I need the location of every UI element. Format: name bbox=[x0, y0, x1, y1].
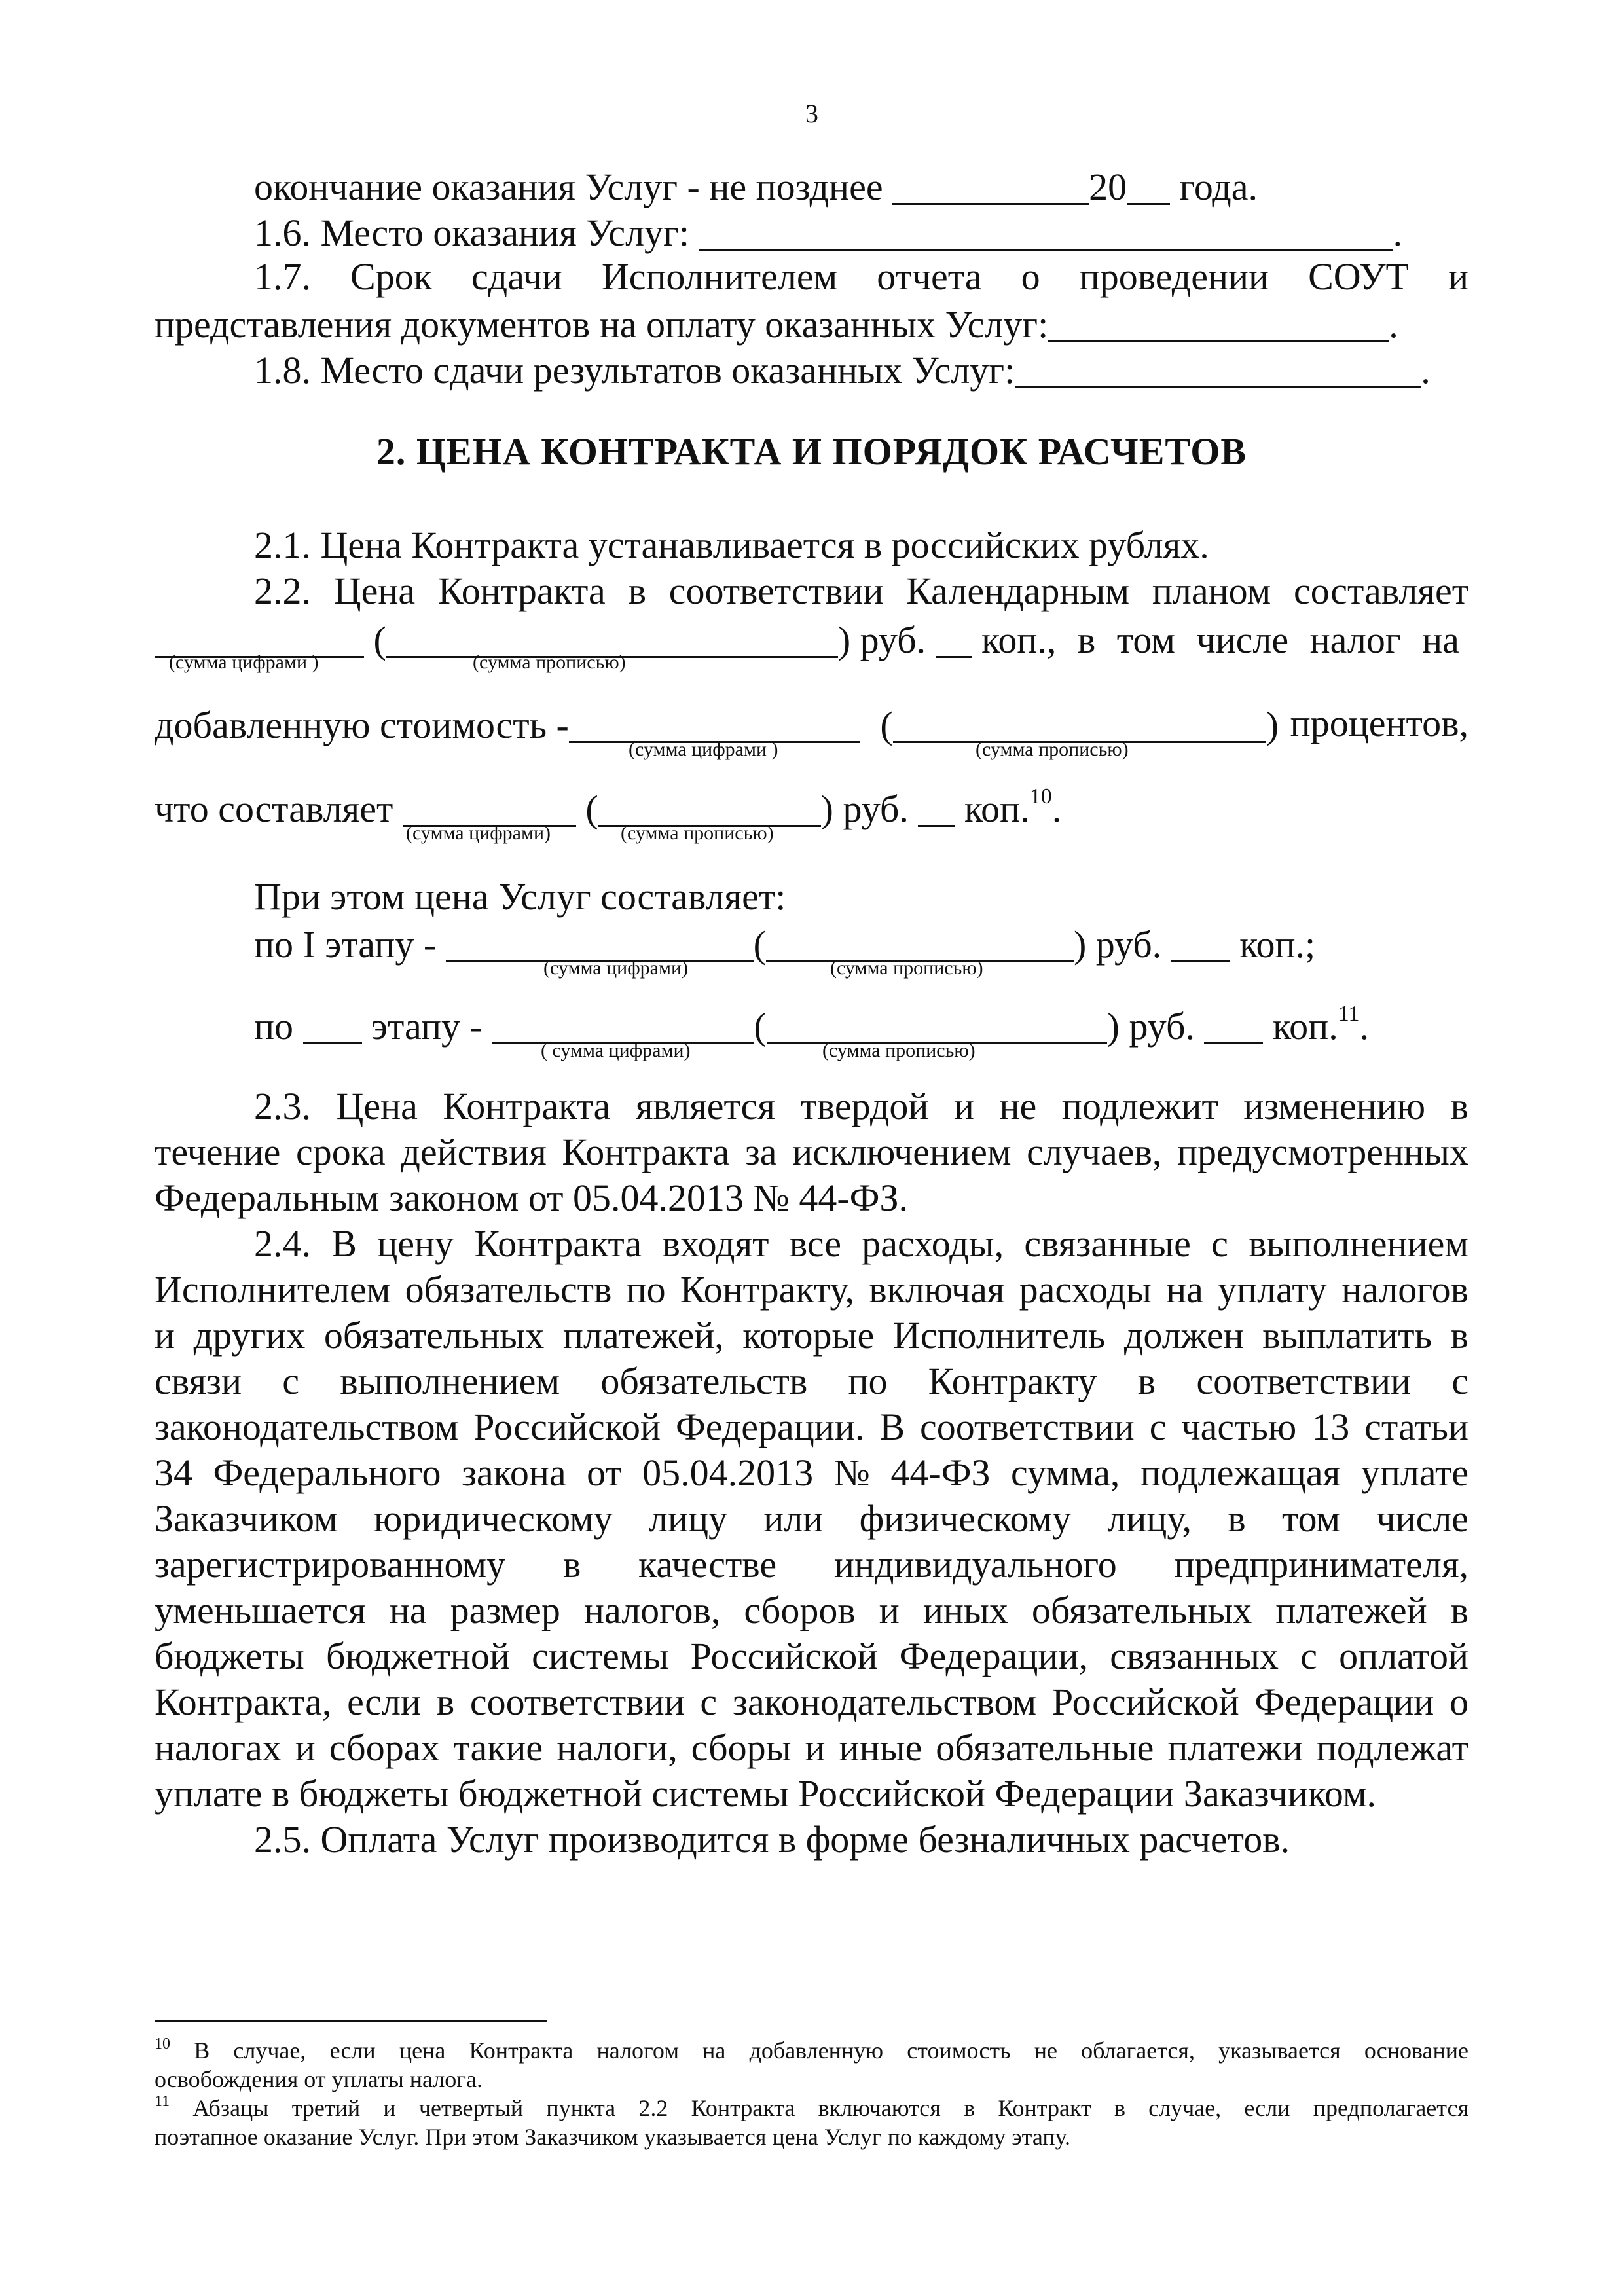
clause-2-1: 2.1. Цена Контракта устанавливается в российских рублях. bbox=[254, 524, 1209, 566]
word: индивидуального bbox=[833, 1543, 1117, 1586]
amount-kop: коп. bbox=[964, 788, 1030, 830]
stage-n-digits-blank bbox=[492, 1007, 754, 1044]
word: по bbox=[626, 1268, 666, 1311]
word: Исполнитель bbox=[892, 1314, 1106, 1357]
word: Контракта bbox=[437, 570, 606, 612]
clause-2-4-line bbox=[155, 1679, 1468, 1725]
amount-rub: ) руб. bbox=[820, 788, 909, 830]
word: цену bbox=[377, 1222, 454, 1265]
word: Цена bbox=[333, 570, 416, 612]
clause-2-4-line bbox=[155, 1267, 1468, 1313]
clause-2-3-line1 bbox=[254, 1084, 1468, 1129]
year-prefix: 20 bbox=[1089, 166, 1127, 208]
word: является bbox=[635, 1085, 775, 1127]
caption-stagen-digits: ( сумма цифрами) bbox=[541, 1040, 691, 1061]
word: том bbox=[1281, 1497, 1341, 1540]
caption-sum-digits: (сумма цифрами ) bbox=[169, 651, 319, 673]
word: сборов bbox=[744, 1589, 856, 1631]
clause-1-8-end: . bbox=[1421, 349, 1431, 392]
word: соответствии bbox=[920, 1406, 1135, 1448]
word: СОУТ bbox=[1308, 255, 1409, 298]
word: сумма, bbox=[1010, 1451, 1120, 1494]
which-is-label: что составляет bbox=[155, 788, 393, 830]
word: Контракта bbox=[562, 1131, 730, 1173]
word: и bbox=[1448, 255, 1469, 298]
word: если bbox=[347, 1681, 422, 1723]
caption-amount-digits: (сумма цифрами) bbox=[406, 822, 551, 844]
amount-end: . bbox=[1051, 788, 1062, 830]
word: оплатой bbox=[1339, 1635, 1469, 1677]
word: размер bbox=[450, 1589, 560, 1631]
vat-kop-blank bbox=[918, 790, 955, 827]
word: сдачи bbox=[471, 255, 562, 298]
word: в bbox=[1450, 1314, 1469, 1357]
vat-amount-line bbox=[155, 784, 1061, 832]
vat-label: добавленную стоимость - bbox=[155, 704, 569, 746]
kop-tail: коп., в том числе налог на bbox=[981, 619, 1459, 661]
stage-n-words-blank bbox=[767, 1007, 1107, 1044]
vat-words-blank bbox=[893, 706, 1266, 743]
caption-stagen-words: (сумма прописью) bbox=[822, 1040, 976, 1061]
word: иные bbox=[839, 1726, 922, 1769]
word: уплату bbox=[1218, 1268, 1327, 1311]
stage-number-blank bbox=[303, 1007, 362, 1044]
word: Федерального bbox=[213, 1451, 441, 1494]
word: отчета bbox=[877, 255, 982, 298]
word: на bbox=[389, 1589, 427, 1631]
word: предусмотренных bbox=[1176, 1131, 1468, 1173]
word: с bbox=[1149, 1406, 1167, 1448]
word: в bbox=[562, 1543, 581, 1586]
word: Контракта bbox=[474, 1222, 642, 1265]
clause-1-6-end: . bbox=[1393, 211, 1402, 254]
word: связанных bbox=[1110, 1635, 1279, 1677]
clause-2-4-last-line: уплате в бюджеты бюджетной системы Российской Федерации Заказчиком. bbox=[155, 1772, 1377, 1815]
word: налогов bbox=[1341, 1268, 1469, 1311]
stage-1-kop: коп.; bbox=[1239, 923, 1316, 966]
word: случаев, bbox=[1027, 1131, 1162, 1173]
word: числе bbox=[1376, 1497, 1469, 1540]
caption-stage1-words: (сумма прописью) bbox=[830, 957, 983, 979]
vat-digits-blank bbox=[569, 706, 860, 743]
footnote-11-number: 11 bbox=[155, 2093, 170, 2110]
word: соответствии bbox=[1196, 1360, 1412, 1402]
clause-1-6 bbox=[254, 208, 1402, 256]
word: В bbox=[331, 1222, 357, 1265]
clause-2-5: 2.5. Оплата Услуг производится в форме безналичных расчетов. bbox=[254, 1818, 1290, 1861]
clause-1-7-text: представления документов на оплату оказанных Услуг: bbox=[155, 303, 1049, 346]
word: такие bbox=[453, 1726, 543, 1769]
clause-2-4-line bbox=[155, 1588, 1468, 1633]
word: Российской bbox=[690, 1635, 878, 1677]
word: Контракту bbox=[928, 1360, 1097, 1402]
word: законодательством bbox=[732, 1681, 1037, 1723]
footnote-ref-11: 11 bbox=[1338, 1001, 1360, 1026]
clause-1-7-line2 bbox=[155, 300, 1398, 348]
stage-1-line bbox=[254, 920, 1315, 968]
clause-2-4-line bbox=[155, 1725, 1468, 1771]
word: 13 bbox=[1311, 1406, 1350, 1448]
stage-1-open-paren: ( bbox=[753, 923, 766, 966]
stage-n-pre: по bbox=[254, 1005, 294, 1048]
word: 2.2. bbox=[254, 570, 311, 612]
footnote-separator bbox=[155, 2020, 547, 2022]
clause-2-4-line bbox=[254, 1221, 1468, 1267]
word: 1.7. bbox=[254, 255, 311, 298]
clause-2-4-line bbox=[155, 1313, 1468, 1358]
word: налогов, bbox=[583, 1589, 721, 1631]
word: обязательных bbox=[323, 1314, 545, 1357]
report-term-blank bbox=[1048, 305, 1389, 342]
word: от bbox=[587, 1451, 622, 1494]
section-2-heading: 2. ЦЕНА КОНТРАКТА И ПОРЯДОК РАСЧЕТОВ bbox=[376, 430, 1247, 473]
page-number: 3 bbox=[805, 99, 818, 128]
vat-amount-words-blank bbox=[598, 790, 821, 827]
word: Федерации. bbox=[675, 1406, 865, 1448]
word: подлежащая bbox=[1140, 1451, 1341, 1494]
word: течение bbox=[155, 1131, 281, 1173]
vat-close-paren: ) bbox=[1266, 704, 1279, 746]
stage-1-label: по I этапу - bbox=[254, 923, 437, 966]
clause-2-3-line2 bbox=[155, 1129, 1468, 1175]
word: № bbox=[833, 1451, 870, 1494]
word: обязательств bbox=[405, 1268, 612, 1311]
word: Российской bbox=[473, 1406, 661, 1448]
word: Контракта bbox=[443, 1085, 611, 1127]
word: связанные bbox=[1024, 1222, 1191, 1265]
word: и bbox=[879, 1589, 900, 1631]
word: за bbox=[744, 1131, 777, 1173]
footnote-11 bbox=[155, 2094, 1468, 2151]
stage-n-kop: коп. bbox=[1272, 1005, 1338, 1048]
word: 34 bbox=[155, 1451, 192, 1494]
percent-label: процентов, bbox=[1290, 702, 1468, 744]
word: уплате bbox=[1360, 1451, 1469, 1494]
word: Цена bbox=[336, 1085, 418, 1127]
word: изменению bbox=[1243, 1085, 1426, 1127]
word: 05.04.2013 bbox=[642, 1451, 814, 1494]
word: Федерации bbox=[1254, 1681, 1434, 1723]
word: и bbox=[953, 1085, 974, 1127]
word: Российской bbox=[1051, 1681, 1239, 1723]
word: в bbox=[1450, 1085, 1469, 1127]
kop-blank bbox=[936, 621, 972, 658]
open-paren: ( bbox=[373, 619, 386, 661]
clause-2-4-line bbox=[155, 1404, 1468, 1450]
result-place-blank bbox=[1015, 351, 1421, 388]
word: подлежат bbox=[1316, 1726, 1469, 1769]
word: иных bbox=[922, 1589, 1008, 1631]
word: которые bbox=[742, 1314, 875, 1357]
year-blank bbox=[1127, 168, 1170, 205]
word: с bbox=[282, 1360, 299, 1402]
word: статьи bbox=[1364, 1406, 1469, 1448]
clause-1-8 bbox=[254, 346, 1431, 393]
word: Исполнителем bbox=[601, 255, 838, 298]
word: платежей bbox=[1275, 1589, 1427, 1631]
footnote-11-line2: поэтапное оказание Услуг. При этом Заказчиком указывается цена Услуг по каждому этапу. bbox=[155, 2124, 1071, 2150]
word: и bbox=[805, 1726, 826, 1769]
word: бюджетной bbox=[325, 1635, 510, 1677]
word: качестве bbox=[638, 1543, 777, 1586]
word: сборах bbox=[329, 1726, 440, 1769]
clause-1-7-end: . bbox=[1389, 303, 1398, 346]
word: составляет bbox=[1294, 570, 1469, 612]
clause-1-7-line1 bbox=[254, 254, 1468, 300]
place-blank bbox=[699, 213, 1393, 251]
footnote-10-number: 10 bbox=[155, 2035, 170, 2052]
word: Контракту, bbox=[680, 1268, 855, 1311]
word: на bbox=[1166, 1268, 1203, 1311]
word: 2.4. bbox=[254, 1222, 311, 1265]
word: соответствии bbox=[469, 1681, 685, 1723]
word: выплатить bbox=[1262, 1314, 1432, 1357]
caption-sum-words: (сумма прописью) bbox=[473, 651, 626, 673]
stage-n-kop-blank bbox=[1204, 1007, 1263, 1044]
word: должен bbox=[1123, 1314, 1244, 1357]
word: обязательных bbox=[1031, 1589, 1252, 1631]
word: закона bbox=[461, 1451, 566, 1494]
word: о bbox=[1450, 1681, 1469, 1723]
word: действия bbox=[401, 1131, 547, 1173]
footnote-11-line1: Абзацы третий и четвертый пункта 2.2 Контракта включаются в Контракт в случае, если предполагается bbox=[192, 2095, 1468, 2121]
word: исключением bbox=[792, 1131, 1012, 1173]
word: выполнением bbox=[1249, 1222, 1469, 1265]
footnote-10-line2: освобождения от уплаты налога. bbox=[155, 2066, 483, 2092]
word: с bbox=[1211, 1222, 1228, 1265]
clause-1-5-text: окончание оказания Услуг - не позднее bbox=[254, 166, 883, 208]
vat-line bbox=[155, 701, 1468, 748]
word: с bbox=[1451, 1360, 1469, 1402]
word: предпринимателя, bbox=[1174, 1543, 1468, 1586]
clause-2-2-line2 bbox=[155, 615, 1459, 663]
word: зарегистрированному bbox=[155, 1543, 506, 1586]
word: расходы, bbox=[862, 1222, 1004, 1265]
word: платежей, bbox=[562, 1314, 724, 1357]
word: системы bbox=[532, 1635, 669, 1677]
clause-2-4-line bbox=[155, 1542, 1468, 1588]
stage-n-rub: ) руб. bbox=[1106, 1005, 1195, 1048]
word: или bbox=[763, 1497, 824, 1540]
word: законодательством bbox=[155, 1406, 459, 1448]
vat-open-paren: ( bbox=[880, 704, 893, 746]
word: Заказчиком bbox=[155, 1497, 338, 1540]
stage-n-end: . bbox=[1359, 1005, 1369, 1048]
word: в bbox=[1228, 1497, 1246, 1540]
stage-1-rub: ) руб. bbox=[1073, 923, 1162, 966]
clause-2-4-line bbox=[155, 1633, 1468, 1679]
word: с bbox=[700, 1681, 718, 1723]
word: обязательные bbox=[936, 1726, 1154, 1769]
word: входят bbox=[662, 1222, 769, 1265]
footnote-10 bbox=[155, 2036, 1468, 2094]
word: в bbox=[628, 570, 646, 612]
date-blank bbox=[892, 168, 1089, 205]
caption-stage1-digits: (сумма цифрами) bbox=[543, 957, 688, 979]
word: планом bbox=[1152, 570, 1271, 612]
word: не bbox=[999, 1085, 1037, 1127]
footnote-ref-10: 10 bbox=[1029, 784, 1052, 809]
word: соответствии bbox=[668, 570, 884, 612]
stage-1-kop-blank bbox=[1171, 925, 1230, 962]
word: проведении bbox=[1079, 255, 1269, 298]
vat-amount-digits-blank bbox=[403, 790, 576, 827]
clause-1-8-text: 1.8. Место сдачи результатов оказанных Услуг: bbox=[254, 349, 1015, 392]
word: Срок bbox=[350, 255, 432, 298]
stages-intro: При этом цена Услуг составляет: bbox=[254, 875, 786, 918]
word: твердой bbox=[800, 1085, 929, 1127]
word: платежи bbox=[1167, 1726, 1303, 1769]
word: и bbox=[295, 1726, 316, 1769]
word: по bbox=[848, 1360, 888, 1402]
clause-1-6-text: 1.6. Место оказания Услуг: bbox=[254, 211, 689, 254]
word: Календарным bbox=[906, 570, 1130, 612]
word: налоги, bbox=[556, 1726, 678, 1769]
word: частью bbox=[1181, 1406, 1297, 1448]
rub-label: ) руб. bbox=[837, 619, 926, 661]
word: Исполнителем bbox=[155, 1268, 391, 1311]
word: расходы bbox=[1019, 1268, 1152, 1311]
word: Контракта, bbox=[155, 1681, 332, 1723]
word: уменьшается bbox=[155, 1589, 366, 1631]
word: физическому bbox=[859, 1497, 1072, 1540]
word: сборы bbox=[691, 1726, 792, 1769]
word: бюджеты bbox=[155, 1635, 304, 1677]
word: Федерации, bbox=[899, 1635, 1089, 1677]
stage-n-open-paren: ( bbox=[754, 1005, 767, 1048]
year-suffix: года. bbox=[1179, 166, 1258, 208]
word: с bbox=[1300, 1635, 1317, 1677]
clause-2-4-line bbox=[155, 1450, 1468, 1496]
caption-vat-words: (сумма прописью) bbox=[976, 738, 1129, 760]
word: в bbox=[436, 1681, 455, 1723]
word: юридическому bbox=[373, 1497, 613, 1540]
word: обязательств bbox=[600, 1360, 808, 1402]
word: срока bbox=[295, 1131, 386, 1173]
word: подлежит bbox=[1061, 1085, 1218, 1127]
word: 44-ФЗ bbox=[890, 1451, 991, 1494]
caption-amount-words: (сумма прописью) bbox=[621, 822, 774, 844]
word: выполнением bbox=[340, 1360, 560, 1402]
word: и bbox=[155, 1314, 175, 1357]
word: лицу bbox=[649, 1497, 728, 1540]
clause-2-3-line3: Федеральным законом от 05.04.2013 № 44-ФЗ. bbox=[155, 1176, 909, 1219]
word: в bbox=[1450, 1589, 1469, 1631]
word: о bbox=[1021, 255, 1040, 298]
clause-1-5-end bbox=[254, 162, 1258, 210]
word: связи bbox=[155, 1360, 242, 1402]
clause-2-2-line1 bbox=[254, 568, 1468, 614]
clause-2-4-line bbox=[155, 1496, 1468, 1542]
word: 2.3. bbox=[254, 1085, 311, 1127]
word: включая bbox=[869, 1268, 1005, 1311]
amount-open-paren: ( bbox=[585, 788, 598, 830]
stage-n-line bbox=[254, 1002, 1369, 1049]
stage-n-post: этапу - bbox=[371, 1005, 483, 1048]
word: все bbox=[789, 1222, 841, 1265]
word: других bbox=[193, 1314, 306, 1357]
word: налогах bbox=[155, 1726, 282, 1769]
clause-2-4-line bbox=[155, 1358, 1468, 1404]
word: в bbox=[1137, 1360, 1156, 1402]
word: В bbox=[879, 1406, 905, 1448]
word: лицу, bbox=[1107, 1497, 1192, 1540]
footnote-10-line1: В случае, если цена Контракта налогом на добавленную стоимость не облагается, указывается основание bbox=[194, 2037, 1469, 2064]
caption-vat-digits: (сумма цифрами ) bbox=[629, 738, 778, 760]
